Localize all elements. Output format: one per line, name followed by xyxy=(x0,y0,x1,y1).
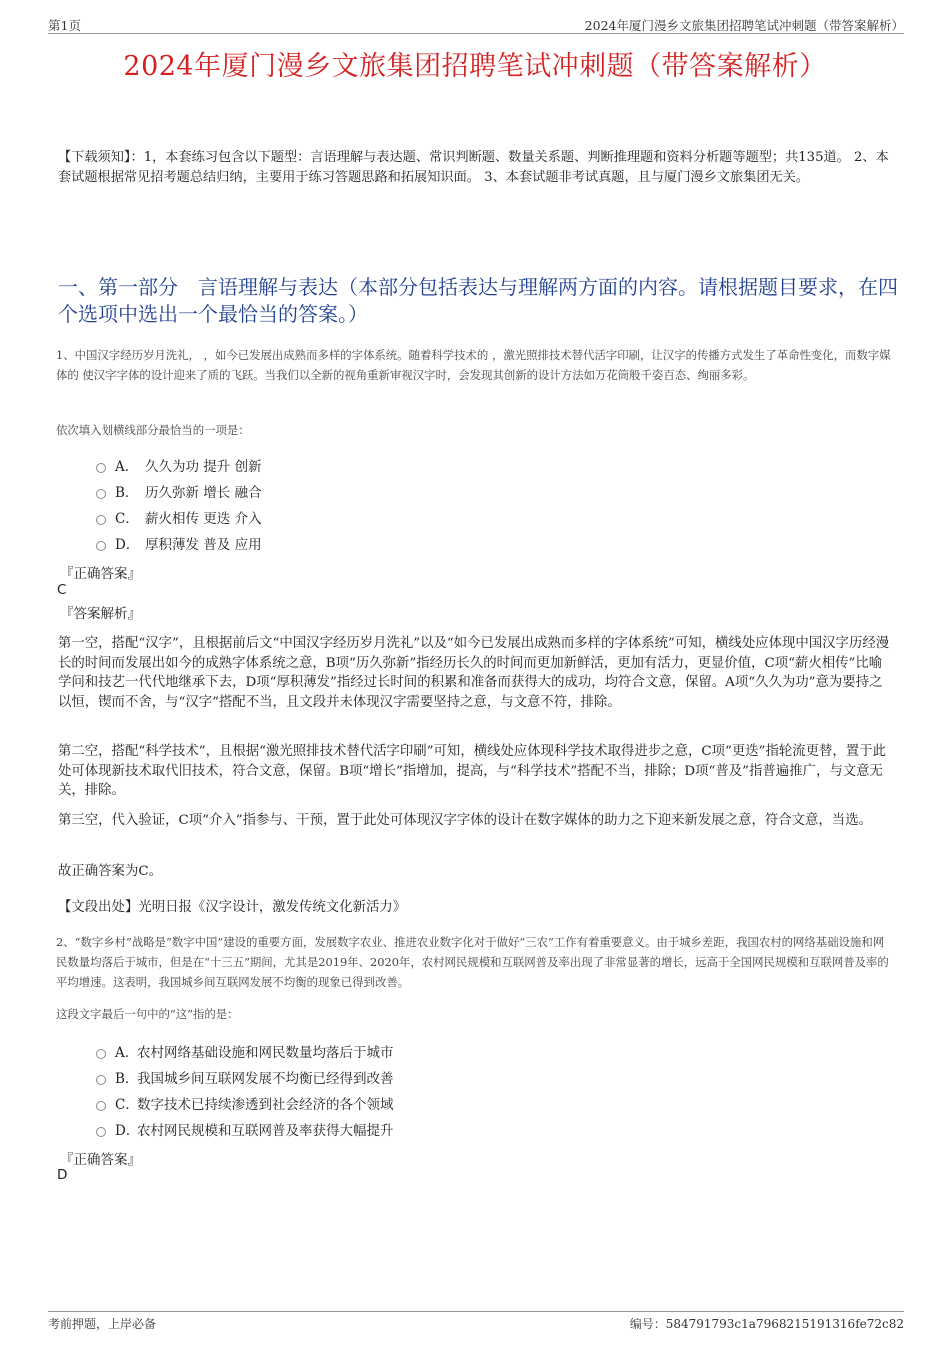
page-title: 2024年厦门漫乡文旅集团招聘笔试冲刺题（带答案解析） xyxy=(123,51,827,82)
option-text: 久久为功 提升 创新 xyxy=(145,459,262,475)
section-heading: 一、第一部分 言语理解与表达（本部分包括表达与理解两方面的内容。请根据题目要求，在四个选项中选出一个最恰当的答案。） xyxy=(58,275,898,326)
option-text: 农村网络基础设施和网民数量均落后于城市 xyxy=(137,1045,394,1061)
analysis-paragraph-1: 第一空，搭配“汉字”，且根据前后文“中国汉字经历岁月洗礼”以及“如今已发展出成熟而多样的字体系统”可知，横线处应体现中国汉字历经漫长的时间而发展出如今的成熟字体系统之意，B项“历久弥新”指经历长久的时间而更加新鲜活，更加有活力，更显价值，C项“薪火相传”比喻学问和技艺一代代地继承下去，D项“厚积薄发”指经过长时间的积累和准备而获得大的成功，均符合文意，保留。A项“久久为功”意为要持之以恒，锲而不舍，与“汉字”搭配不当，且文段并未体现汉字需要坚持之意，与文意不符，排除。 xyxy=(58,636,890,710)
question-2-prompt: 这段文字最后一句中的“这”指的是： xyxy=(56,1007,239,1021)
radio-button[interactable] xyxy=(96,1127,106,1137)
analysis-source: 【文段出处】光明日报《汉字设计，激发传统文化新活力》 xyxy=(58,900,407,915)
option-d[interactable] xyxy=(96,530,262,556)
answer-value: D xyxy=(57,1167,68,1183)
radio-button[interactable] xyxy=(96,515,106,525)
option-letter: D． xyxy=(115,1123,140,1139)
option-letter: B． xyxy=(115,1071,139,1087)
option-b[interactable] xyxy=(96,478,262,504)
answer-label: 『正确答案』 xyxy=(60,566,141,582)
answer-label: 『正确答案』 xyxy=(60,1152,141,1168)
option-letter: D． xyxy=(115,537,140,553)
page-number: 第1页 xyxy=(48,18,81,33)
answer-value: C xyxy=(57,582,67,598)
radio-button[interactable] xyxy=(96,489,106,499)
analysis-conclusion: 故正确答案为C。 xyxy=(58,864,162,879)
option-letter: B． xyxy=(115,485,139,501)
question-1-stem: 1、中国汉字经历岁月洗礼， ，如今已发展出成熟而多样的字体系统。随着科学技术的 ，激光照排技术替代活字印刷，让汉字的传播方式发生了革命性变化，而数字媒体的 使汉字字体的设计迎来了质的飞跃。当我们以全新的视角重新审视汉字时，会发现其创新的设计方法如万花筒般千姿百态、绚丽多彩。 xyxy=(56,348,891,382)
analysis-paragraph-3: 第三空，代入验证，C项“介入”指参与、干预，置于此处可体现汉字字体的设计在数字媒体的助力之下迎来新发展之意，符合文意，当选。 xyxy=(58,813,872,828)
radio-button[interactable] xyxy=(96,1075,106,1085)
option-letter: C． xyxy=(115,1097,139,1113)
option-a[interactable] xyxy=(96,452,262,478)
option-letter: A． xyxy=(115,1045,139,1061)
option-d[interactable] xyxy=(96,1116,394,1142)
analysis-paragraph-2: 第二空，搭配“科学技术”，且根据“激光照排技术替代活字印刷”可知，横线处应体现科学技术取得进步之意，C项“更迭”指轮流更替，置于此处可体现新技术取代旧技术，符合文意，保留。B项“增长”指增加，提高，与“科学技术”搭配不当，排除；D项“普及”指普遍推广，与文意无关，排除。 xyxy=(58,744,886,798)
option-text: 薪火相传 更迭 介入 xyxy=(145,511,262,527)
option-letter: C． xyxy=(115,511,139,527)
download-notice: 【下载须知】：1，本套练习包含以下题型：言语理解与表达题、常识判断题、数量关系题、判断推理题和资料分析题等题型；共135道。 2、本套试题根据常见招考题总结归纳，主要用于练习答题思路和拓展知识面。 3、本套试题非考试真题，且与厦门漫乡文旅集团无关。 xyxy=(58,150,889,185)
option-b[interactable] xyxy=(96,1064,394,1090)
radio-button[interactable] xyxy=(96,463,106,473)
footer-serial: 编号：584791793c1a7968215191316fe72c82 xyxy=(629,1317,904,1331)
option-text: 农村网民规模和互联网普及率获得大幅提升 xyxy=(137,1123,394,1139)
header-doc-title: 2024年厦门漫乡文旅集团招聘笔试冲刺题（带答案解析） xyxy=(584,18,904,33)
question-2-options xyxy=(96,1038,394,1142)
radio-button[interactable] xyxy=(96,1049,106,1059)
option-c[interactable] xyxy=(96,1090,394,1116)
option-text: 厚积薄发 普及 应用 xyxy=(145,537,262,553)
option-letter: A． xyxy=(115,459,139,475)
question-2-stem: 2、“数字乡村”战略是“数字中国”建设的重要方面，发展数字农业、推进农业数字化对于做好“三农”工作有着重要意义。由于城乡差距，我国农村的网络基础设施和网民数量均落后于城市，但是在“十三五”期间，尤其是2019年、2020年，农村网民规模和互联网普及率出现了非常显著的增长，远高于全国网民规模和互联网普及率的平均增速。这表明，我国城乡间互联网发展不均衡的现象已得到改善。 xyxy=(56,935,889,989)
question-1-options xyxy=(96,452,262,556)
radio-button[interactable] xyxy=(96,541,106,551)
option-a[interactable] xyxy=(96,1038,394,1064)
page-header xyxy=(48,14,904,34)
footer-slogan: 考前押题，上岸必备 xyxy=(48,1317,157,1331)
analysis-label: 『答案解析』 xyxy=(60,606,141,622)
question-1-prompt: 依次填入划横线部分最恰当的一项是： xyxy=(56,423,250,437)
option-text: 我国城乡间互联网发展不均衡已经得到改善 xyxy=(137,1071,394,1087)
option-text: 历久弥新 增长 融合 xyxy=(145,485,262,501)
page-footer xyxy=(48,1311,904,1333)
option-c[interactable] xyxy=(96,504,262,530)
option-text: 数字技术已持续渗透到社会经济的各个领域 xyxy=(137,1097,394,1113)
radio-button[interactable] xyxy=(96,1101,106,1111)
